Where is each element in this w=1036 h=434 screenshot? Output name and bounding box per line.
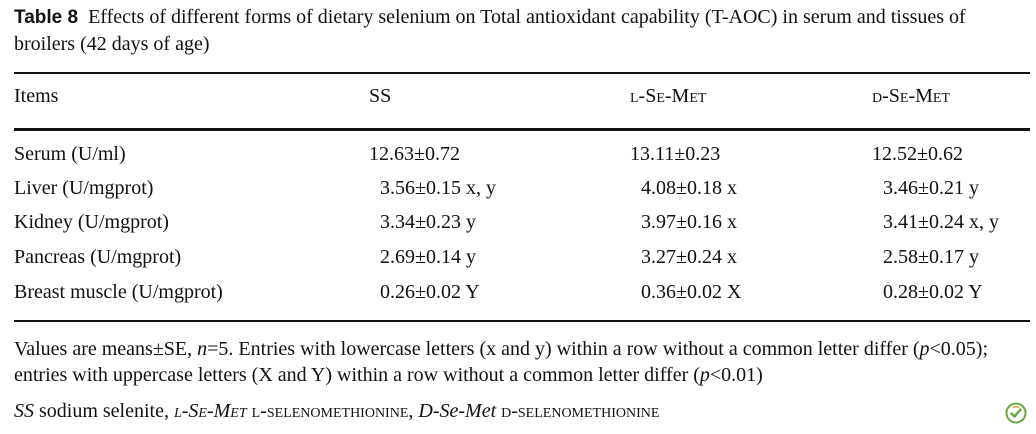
footnote-n-symbol: n <box>197 338 208 360</box>
column-header-ss: SS <box>369 85 392 107</box>
abbreviation-ss: SS <box>14 400 34 422</box>
abbreviation-definition: sodium selenite, <box>34 400 174 422</box>
column-header-d-se-met: d-Se-Met <box>872 85 950 107</box>
table-number: Table 8 <box>14 7 79 28</box>
row-label: Liver (U/mgprot) <box>14 177 154 199</box>
footnote-statistics <box>14 336 1030 388</box>
table-row <box>0 210 1036 234</box>
abbreviation-definition: l-selenomethionine, <box>246 400 419 422</box>
cell-ss: 3.34±0.23 y <box>380 211 476 233</box>
row-label: Breast muscle (U/mgprot) <box>14 281 223 303</box>
footnote-text: <0.05); entries with uppercase letters (X and Y) within a row without a common letter differ ( <box>14 338 989 386</box>
crossmark-icon-graphic <box>1005 402 1027 424</box>
cell-d-se-met: 2.58±0.17 y <box>883 246 979 268</box>
cell-ss: 0.26±0.02 Y <box>380 281 480 303</box>
table-title: Effects of different forms of dietary selenium on Total antioxidant capability (T-AOC) in serum and tissues of broilers (42 days of age) <box>14 6 966 55</box>
footnote-p-symbol: p <box>699 364 710 386</box>
table-row <box>0 280 1036 304</box>
cell-d-se-met: 3.41±0.24 x, y <box>883 211 999 233</box>
cell-d-se-met: 12.52±0.62 <box>872 143 963 165</box>
abbreviation-definition: d-selenomethionine <box>496 400 660 422</box>
row-label: Serum (U/ml) <box>14 143 126 165</box>
cell-d-se-met: 3.46±0.21 y <box>883 177 979 199</box>
footnote-text: <0.01) <box>709 364 763 386</box>
abbreviation-d-se-met: D-Se-Met <box>418 400 497 422</box>
table-top-rule <box>14 72 1030 74</box>
cell-d-se-met: 0.28±0.02 Y <box>883 281 983 303</box>
footnote-text: Values are means±SE, <box>14 338 198 360</box>
cell-l-se-met: 3.97±0.16 x <box>641 211 737 233</box>
cell-ss: 2.69±0.14 y <box>380 246 476 268</box>
table-header-rule <box>14 128 1030 131</box>
table-row <box>0 176 1036 200</box>
cell-l-se-met: 3.27±0.24 x <box>641 246 737 268</box>
cell-l-se-met: 4.08±0.18 x <box>641 177 737 199</box>
table-row <box>0 245 1036 269</box>
table-row <box>0 142 1036 166</box>
footnote-text: =5. Entries with lowercase letters (x and y) within a row without a common letter differ ( <box>207 338 920 360</box>
cell-l-se-met: 0.36±0.02 X <box>641 281 742 303</box>
abbreviation-l-se-met: l-Se-Met <box>173 400 247 422</box>
column-header-items: Items <box>14 85 59 107</box>
table-bottom-rule <box>14 320 1030 322</box>
footnote-p-symbol: p <box>919 338 930 360</box>
table-caption <box>14 4 1029 57</box>
crossmark-icon[interactable] <box>1005 402 1027 424</box>
footnote-abbreviations <box>14 398 1030 424</box>
cell-ss: 3.56±0.15 x, y <box>380 177 496 199</box>
row-label: Kidney (U/mgprot) <box>14 211 169 233</box>
row-label: Pancreas (U/mgprot) <box>14 246 182 268</box>
cell-ss: 12.63±0.72 <box>369 143 460 165</box>
cell-l-se-met: 13.11±0.23 <box>630 143 721 165</box>
column-header-l-se-met: l-Se-Met <box>630 85 707 107</box>
